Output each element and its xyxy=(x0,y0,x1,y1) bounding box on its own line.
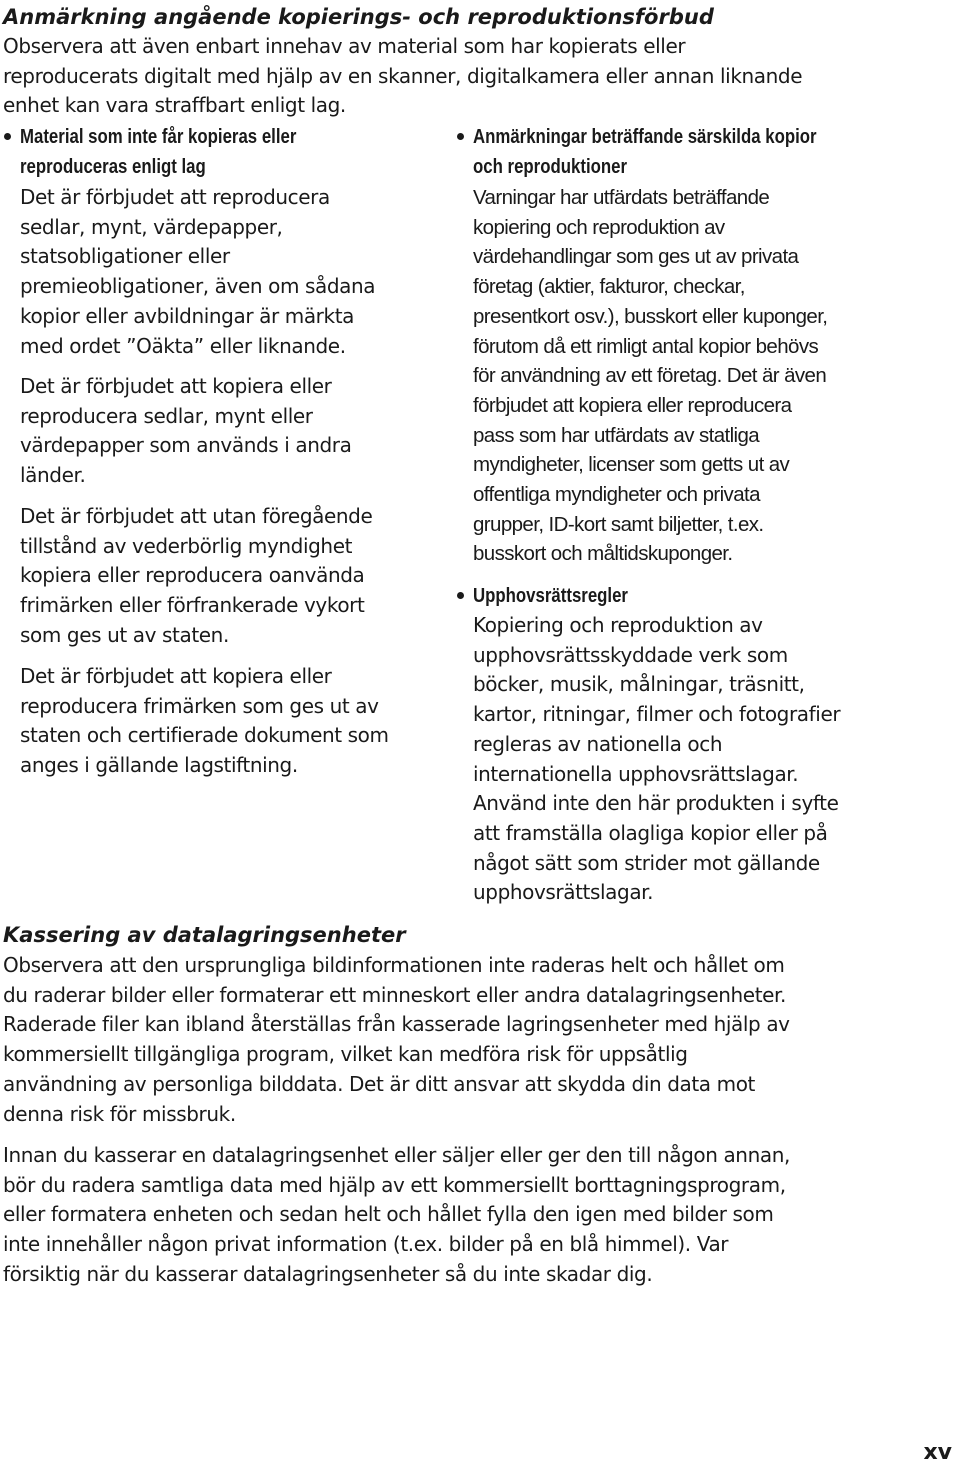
bullet-copyright-rules xyxy=(473,581,840,908)
text-line: Kopiering och reproduktion av xyxy=(473,613,763,637)
text-line: reproducera frimärken som ges ut av xyxy=(20,693,379,718)
text-line: enhet kan vara straffbart enligt lag. xyxy=(3,93,346,118)
text-line: kopior eller avbildningar är märkta xyxy=(20,303,354,328)
text-line: eller formatera enheten och sedan helt och hållet fylla den igen med bilder som xyxy=(3,1202,774,1227)
text-line: företag (aktier, fakturor, checkar, xyxy=(473,275,745,299)
intro-paragraph xyxy=(3,32,802,121)
bullet-special-copies xyxy=(473,122,882,568)
text-line: förutom då ett rimligt antal kopior behövs xyxy=(473,334,819,358)
text-line: pass som har utfärdats av statliga xyxy=(473,423,760,447)
bullet-paragraph xyxy=(20,183,375,361)
text-line: Observera att även enbart innehav av material som har kopierats eller xyxy=(3,34,686,58)
text-line: reproducerats digitalt med hjälp av en skanner, digitalkamera eller annan liknande xyxy=(3,63,803,88)
bullet-paragraph xyxy=(20,372,351,491)
text-line: denna risk för missbruk. xyxy=(3,1101,236,1126)
bullet-icon xyxy=(4,133,11,140)
text-line: staten och certifierade dokument som xyxy=(20,723,389,748)
text-line: böcker, musik, målningar, träsnitt, xyxy=(473,672,805,697)
text-line: anges i gällande lagstiftning. xyxy=(20,753,298,778)
text-line: inte innehåller någon privat information (t.ex. bilder på en blå himmel). Var xyxy=(3,1232,729,1257)
text-line: internationella upphovsrättslagar. xyxy=(473,761,799,786)
text-line: bör du radera samtliga data med hjälp av ett kommersiellt borttagningsprogram, xyxy=(3,1172,786,1197)
text-line: Det är förbjudet att kopiera eller xyxy=(20,664,332,688)
text-line: förbjudet att kopiera eller reproducera xyxy=(473,393,792,417)
page-number: xv xyxy=(923,1440,952,1465)
bullet-title xyxy=(20,122,318,182)
bullet-icon xyxy=(457,592,464,599)
text-line: regleras av nationella och xyxy=(473,731,723,756)
text-line: Raderade filer kan ibland återställas från kasserade lagringsenheter med hjälp av xyxy=(3,1012,790,1037)
text-line: värdehandlingar som ges ut av privata xyxy=(473,245,799,269)
text-line: värdepapper som används i andra xyxy=(20,433,352,458)
title-line: Upphovsrättsregler xyxy=(473,585,628,607)
bullet-icon xyxy=(457,133,464,140)
text-line: premieobligationer, även om sådana xyxy=(20,274,376,299)
text-line: Innan du kasserar en datalagringsenhet eller säljer eller ger den till någon annan, xyxy=(3,1143,790,1167)
disposal-paragraph xyxy=(3,1141,790,1290)
bullet-material-not-copyable xyxy=(20,122,375,360)
text-line: länder. xyxy=(20,463,86,488)
text-line: upphovsrättslagar. xyxy=(473,880,654,905)
text-line: användning av personliga bilddata. Det är ditt ansvar att skydda din data mot xyxy=(3,1071,755,1096)
text-line: upphovsrättsskyddade verk som xyxy=(473,642,788,667)
text-line: tillstånd av vederbörlig myndighet xyxy=(20,533,353,558)
text-line: kopiering och reproduktion av xyxy=(473,215,725,239)
bullet-title xyxy=(473,581,781,611)
text-line: grupper, ID-kort samt biljetter, t.ex. xyxy=(473,512,764,536)
text-line: myndigheter, licenser som getts ut av xyxy=(473,453,790,477)
section-heading-copy-restrictions: Anmärkning angående kopierings- och reproduktionsförbud xyxy=(3,5,714,29)
bullet-paragraph xyxy=(473,183,882,569)
text-line: offentliga myndigheter och privata xyxy=(473,483,760,507)
text-line: du raderar bilder eller formaterar ett minneskort eller andra datalagringsenheter. xyxy=(3,982,786,1007)
title-line: Anmärkningar beträffande särskilda kopior xyxy=(473,126,817,148)
text-line: Observera att den ursprungliga bildinformationen inte raderas helt och hållet om xyxy=(3,953,785,977)
text-line: försiktig när du kasserar datalagringsenheter så du inte skadar dig. xyxy=(3,1261,653,1286)
text-line: Det är förbjudet att kopiera eller xyxy=(20,374,332,398)
text-line: att framställa olagliga kopior eller på xyxy=(473,820,828,845)
text-line: något sätt som strider mot gällande xyxy=(473,850,820,875)
title-line: reproduceras enligt lag xyxy=(20,156,206,178)
text-line: för användning av ett företag. Det är även xyxy=(473,364,827,388)
bullet-title xyxy=(473,122,817,182)
text-line: Varningar har utfärdats beträffande xyxy=(473,186,770,209)
bullet-paragraph xyxy=(473,611,840,908)
text-line: kommersiellt tillgängliga program, vilket kan medföra risk för uppsåtlig xyxy=(3,1042,688,1067)
text-line: frimärken eller förfrankerade vykort xyxy=(20,593,365,618)
text-line: kartor, ritningar, filmer och fotografier xyxy=(473,702,841,727)
text-line: som ges ut av staten. xyxy=(20,622,229,647)
title-line: Material som inte får kopieras eller xyxy=(20,126,297,148)
section-heading-data-storage-disposal: Kassering av datalagringsenheter xyxy=(3,923,406,947)
text-line: Det är förbjudet att utan föregående xyxy=(20,504,373,528)
text-line: Använd inte den här produkten i syfte xyxy=(473,791,839,816)
bullet-paragraph xyxy=(20,662,389,781)
disposal-paragraph xyxy=(3,951,790,1129)
title-line: och reproduktioner xyxy=(473,156,628,178)
text-line: statsobligationer eller xyxy=(20,244,230,269)
text-line: kopiera eller reproducera oanvända xyxy=(20,563,365,588)
text-line: busskort och måltidskuponger. xyxy=(473,542,733,566)
text-line: presentkort osv.), busskort eller kuponger, xyxy=(473,304,828,328)
text-line: Det är förbjudet att reproducera xyxy=(20,185,330,209)
text-line: sedlar, mynt, värdepapper, xyxy=(20,214,283,239)
bullet-paragraph xyxy=(20,502,372,651)
text-line: med ordet ”Oäkta” eller liknande. xyxy=(20,333,346,358)
text-line: reproducera sedlar, mynt eller xyxy=(20,403,313,428)
